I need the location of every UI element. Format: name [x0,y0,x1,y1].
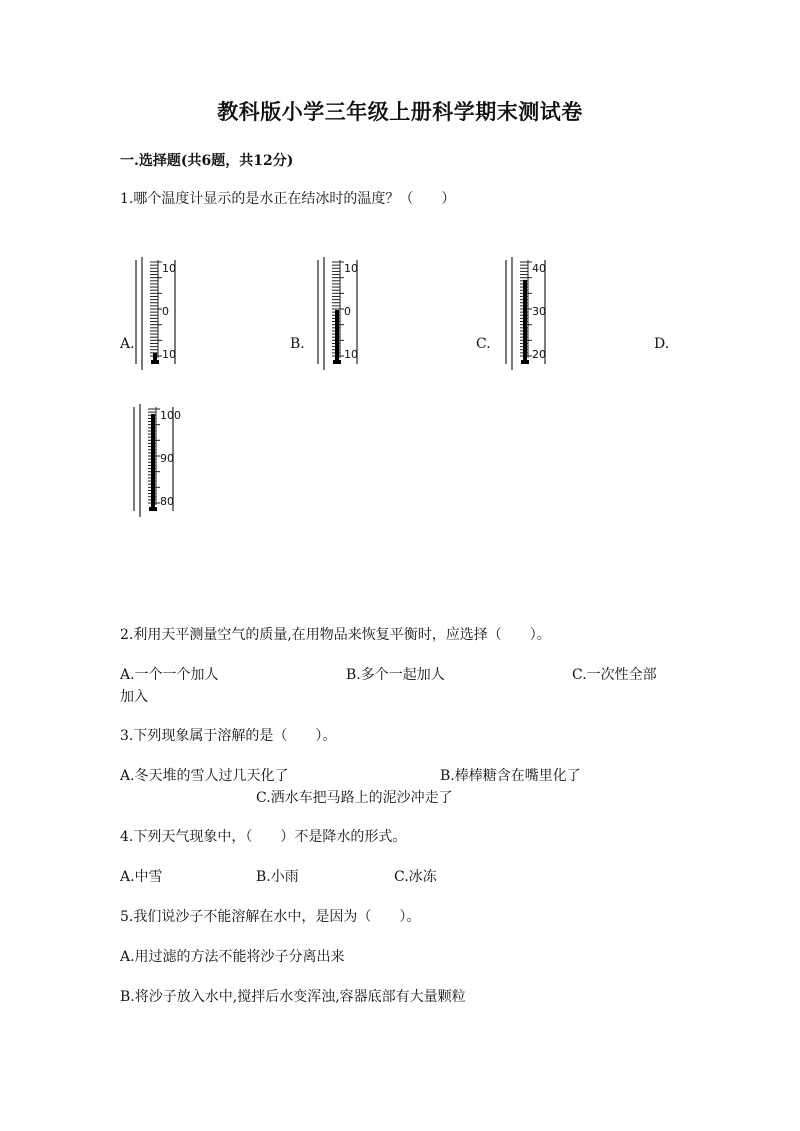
scale-label: 10 [162,348,176,361]
scale-label: 0 [344,305,351,318]
thermometer-bulb [333,360,341,364]
q5-option-a: A.用过滤的方法不能将沙子分离出来 [120,949,345,965]
q4-option-b: B.小雨 [256,869,299,885]
q2-option-a: A.一个一个加人 [120,667,219,683]
question-5-text: 5.我们说沙子不能溶解在水中，是因为（ ）。 [120,909,421,925]
thermometer-b [318,255,368,375]
q3-option-b: B.棒棒糖含在嘴里化了 [440,768,581,784]
q5-option-b: B.将沙子放入水中,搅拌后水变浑浊,容器底部有大量颗粒 [120,989,466,1005]
q4-option-c: C.冰冻 [394,869,437,885]
scale-label: 80 [160,495,174,508]
q1-option-c-label: C. [476,336,491,352]
liquid-column [335,310,339,364]
thermometer-bulb [521,360,529,364]
scale-label: 20 [532,348,546,361]
q3-option-a: A.冬天堆的雪人过几天化了 [120,768,289,784]
question-4-text: 4.下列天气现象中，（ ）不是降水的形式。 [120,829,407,845]
q4-option-a: A.中雪 [120,869,163,885]
exam-title: 教科版小学三年级上册科学期末测试卷 [217,99,583,124]
thermometer-bulb [151,360,159,364]
thermometer-bulb [149,507,157,511]
thermometer-a [136,255,186,375]
question-1-text: 1.哪个温度计显示的是水正在结冰时的温度？（ ） [120,191,456,207]
scale-label: 40 [532,262,546,275]
scale-label: 90 [160,452,174,465]
scale-label: 100 [160,409,181,422]
thermometer-d [134,402,184,522]
scale-label: 10 [344,262,358,275]
q2-option-c: C.一次性全部 [572,667,657,683]
thermometer-c [506,255,556,375]
q1-option-b-label: B. [290,336,305,352]
liquid-column [151,414,155,511]
scale-label: 0 [162,305,169,318]
section-heading: 一.选择题(共6题，共12分) [120,153,294,169]
question-3-text: 3.下列现象属于溶解的是（ ）。 [120,728,337,744]
question-2-text: 2.利用天平测量空气的质量,在用物品来恢复平衡时，应选择（ ）。 [120,627,551,643]
scale-label: 30 [532,305,546,318]
q3-option-c: C.洒水车把马路上的泥沙冲走了 [256,790,453,806]
q1-option-d-label: D. [654,336,670,352]
scale-label: 10 [162,262,176,275]
scale-label: 10 [344,348,358,361]
q2-option-c-wrap: 加入 [120,689,148,705]
liquid-column [523,280,527,364]
q2-option-b: B.多个一起加人 [346,667,445,683]
q1-option-a-label: A. [120,336,135,352]
